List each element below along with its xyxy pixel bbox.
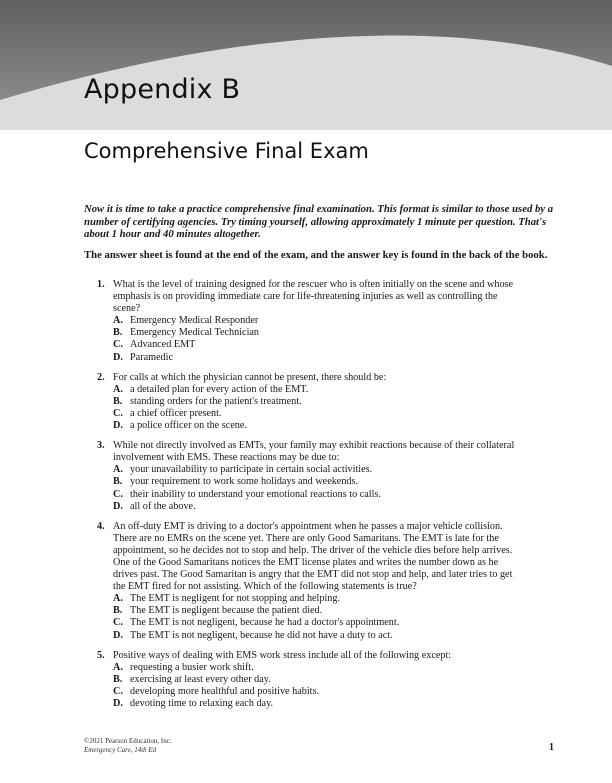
question-number: 5. [97,649,105,661]
option-letter: C. [113,407,123,419]
copyright-line: ©2021 Pearson Education, Inc. [84,737,172,745]
option-text: Paramedic [130,351,173,363]
exam-title: Comprehensive Final Exam [84,139,369,163]
option-c [97,617,517,629]
option-c [97,408,517,420]
option-text: your requirement to work some holidays and weekends. [130,476,359,488]
question-3 [97,440,517,513]
option-text: exercising at least every other day. [130,673,271,685]
header-band-graphic [0,0,612,130]
option-letter: B. [113,673,123,685]
option-letter: D. [113,500,123,512]
question-text: What is the level of training designed for the rescuer who is often initially on the scene and whose emphasis is on providing immediate care for life-threatening injuries as well as controlling the scene? [113,279,514,315]
option-text: all of the above. [130,500,196,512]
option-b [97,396,517,408]
option-text: your unavailability to participate in certain social activities. [130,464,373,476]
option-letter: C. [113,617,123,629]
question-number: 3. [97,440,105,452]
option-d [97,630,517,642]
question-text: An off-duty EMT is driving to a doctor's appointment when he passes a major vehicle collision. There are no EMRs on the scene yet. There are only Good Samaritans. The EMT is late for the appointment, so he decides not to stop and help. The driver of the vehicle dies before help arrives. One of the Good Samaritans notices the EMT license plates and writes the number down as he drives past. The Good Samaritan is angry that the EMT did not stop and help, and later tries to get the EMT fired for not assisting. Which of the following statements is true? [113,520,513,593]
question-number: 1. [97,279,105,290]
option-text: a chief officer present. [130,407,222,419]
question-number: 2. [97,371,105,383]
option-letter: A. [113,661,123,673]
option-d [97,352,517,364]
option-b [97,476,517,488]
option-text: a police officer on the scene. [130,420,247,432]
option-d [97,420,517,432]
option-text: The EMT is negligent for not stopping and helping. [130,593,341,605]
option-letter: B. [113,327,123,339]
option-text: a detailed plan for every action of the EMT. [130,383,309,395]
option-text: devoting time to relaxing each day. [130,698,274,709]
page-number: 1 [549,742,554,753]
option-text: developing more healthful and positive habits. [130,685,319,697]
option-text: standing orders for the patient's treatment. [130,395,302,407]
question-list [97,279,517,718]
option-letter: B. [113,395,123,407]
option-letter: B. [113,605,123,617]
option-text: Emergency Medical Technician [130,327,260,339]
appendix-title: Appendix B [84,74,241,105]
option-b [97,605,517,617]
option-letter: A. [113,315,123,327]
question-1 [97,279,517,364]
option-text: Emergency Medical Responder [130,315,259,327]
option-letter: A. [113,464,123,476]
option-c [97,489,517,501]
question-2 [97,372,517,432]
option-a [97,662,517,674]
option-a [97,464,517,476]
option-d [97,698,517,710]
footer [84,737,172,754]
option-letter: D. [113,629,123,641]
option-text: The EMT is not negligent, because he did not have a duty to act. [130,629,393,641]
option-text: Advanced EMT [130,339,196,351]
option-text: The EMT is not negligent, because he had a doctor's appointment. [130,617,400,629]
question-5 [97,650,517,710]
option-b [97,674,517,686]
option-a [97,384,517,396]
option-d [97,501,517,513]
question-text: While not directly involved as EMTs, your family may exhibit reactions because of their collateral involvement with EMS. These reactions may be due to: [113,440,515,464]
option-a [97,315,517,327]
option-letter: C. [113,488,123,500]
question-text: For calls at which the physician cannot be present, there should be: [113,371,387,383]
option-b [97,327,517,339]
answer-sheet-note: The answer sheet is found at the end of the exam, and the answer key is found in the back of the book. [84,249,548,261]
edition-line: Emergency Care, 14th Ed [84,745,157,754]
option-letter: D. [113,420,123,432]
option-c [97,686,517,698]
option-text: their inability to understand your emotional reactions to calls. [130,488,381,500]
option-text: The EMT is negligent because the patient died. [130,605,323,617]
question-4 [97,521,517,642]
option-letter: C. [113,685,123,697]
option-letter: B. [113,476,123,488]
question-text: Positive ways of dealing with EMS work stress include all of the following except: [113,649,452,661]
option-c [97,339,517,351]
intro-paragraph: Now it is time to take a practice comprehensive final examination. This format is similar to those used by a number of certifying agencies. Try timing yourself, allowing approximately 1 minute per question. That's about 1 hour and 40 minutes altogether. [84,203,554,241]
option-letter: D. [113,351,123,363]
option-text: requesting a busier work shift. [130,661,254,673]
option-letter: A. [113,593,123,605]
option-letter: A. [113,383,123,395]
option-letter: C. [113,339,123,351]
question-number: 4. [97,520,105,532]
option-letter: D. [113,698,123,709]
header-band [0,0,612,130]
option-a [97,593,517,605]
